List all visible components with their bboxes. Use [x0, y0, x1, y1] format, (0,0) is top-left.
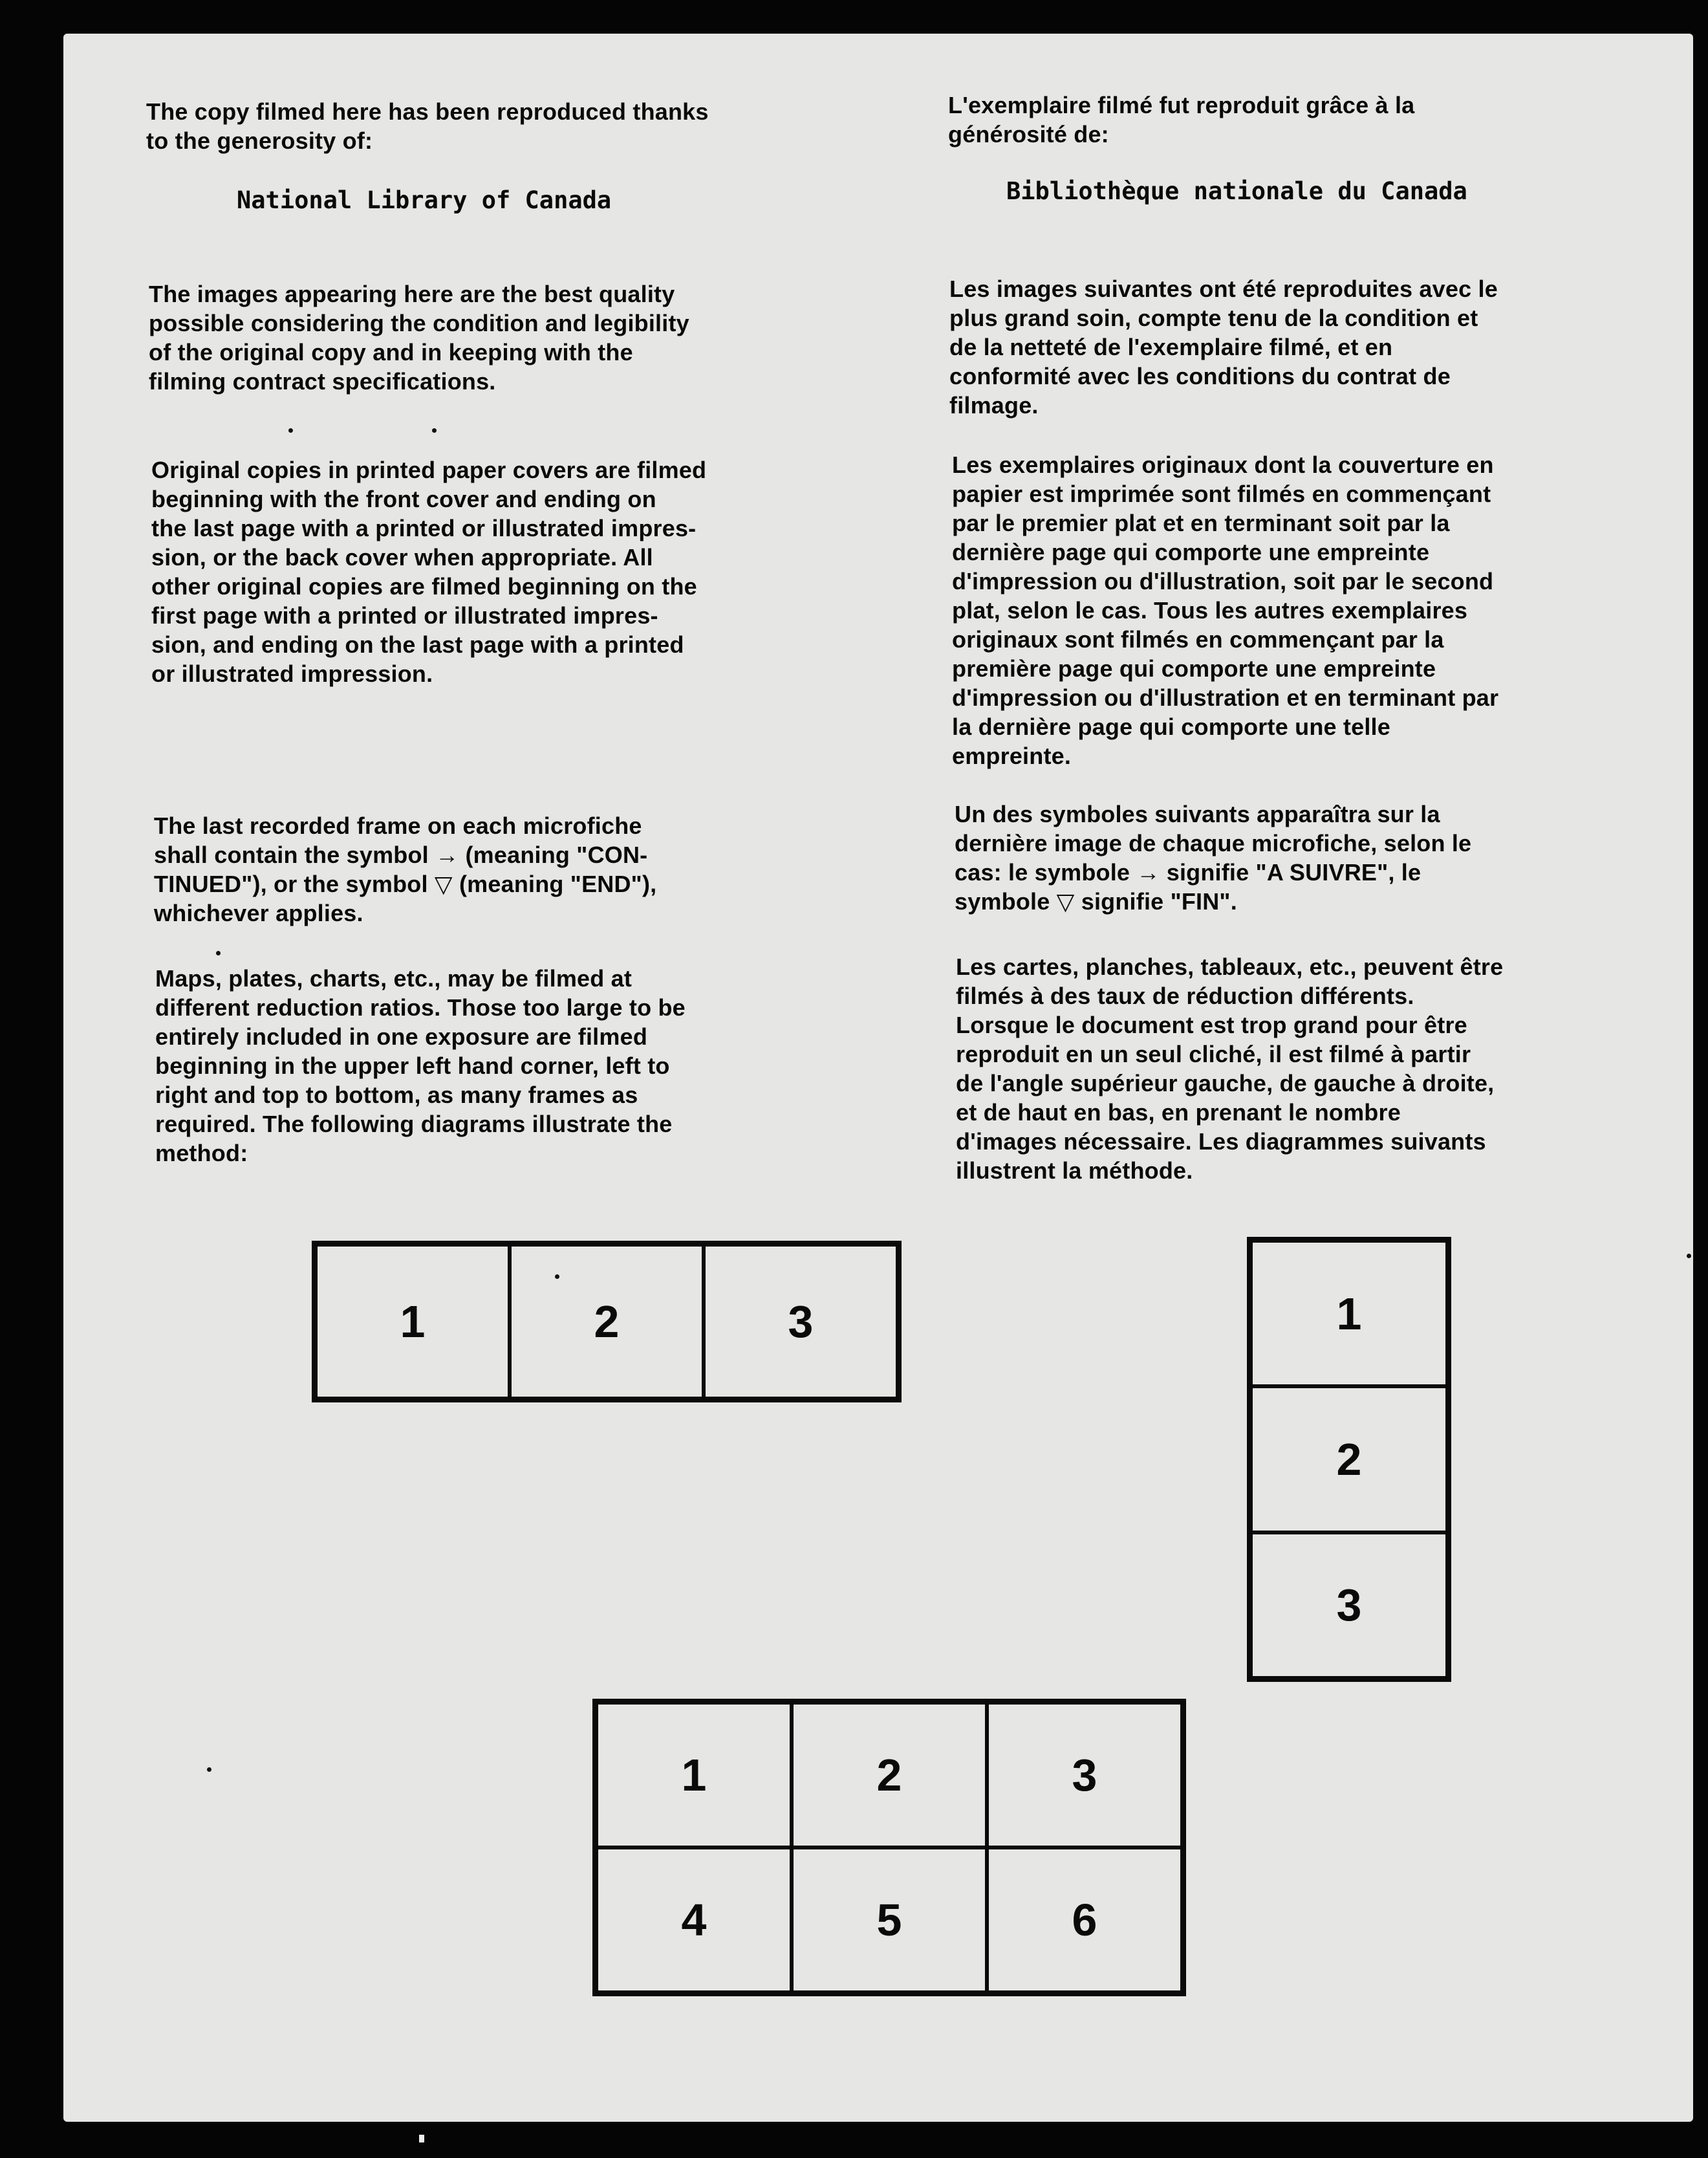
scan-speck: [555, 1274, 559, 1279]
en-symbol-text: The last recorded frame on each microfiche shall contain the symbol → (meaning "CON- TINUED"), or the symbol ▽ (meaning "END"), whichever applies.: [154, 812, 657, 926]
scan-speck: [288, 428, 293, 433]
scan-speck: [1687, 1254, 1691, 1258]
frame-cell: 5: [792, 1847, 987, 1992]
diagram-vertical: [1247, 1237, 1451, 1682]
frame-cell: 2: [792, 1703, 987, 1847]
scan-speck: [432, 428, 437, 433]
scan-speck: [216, 951, 221, 955]
frame-cell: 1: [316, 1245, 510, 1399]
en-maps-text: Maps, plates, charts, etc., may be filmed at different reduction ratios. Those too large to be entirely included in one exposure are filmed beginning in the upper left hand corner, left to right and top to bottom, as many frames as required. The following diagrams illustrate the method:: [155, 965, 686, 1166]
microfiche-target-page: [63, 34, 1693, 2122]
frame-cell: 3: [704, 1245, 898, 1399]
frame-cell: 2: [510, 1245, 704, 1399]
en-intro-text: The copy filmed here has been reproduced thanks to the generosity of:: [146, 98, 709, 154]
fr-covers-text: Les exemplaires originaux dont la couverture en papier est imprimée sont filmés en commençant par le premier plat et en terminant soit par la dernière page qui comporte une empreinte d'impression ou d'illustration, soit par le second plat, selon le cas. Tous les autres exemplaires originaux sont filmés en commençant par la première page qui comporte une empreinte d'impression ou d'illustration et en terminant par la dernière page qui comporte une telle empreinte.: [952, 452, 1499, 769]
en-covers-text: Original copies in printed paper covers are filmed beginning with the front cover and ending on the last page with a printed or illustrated impres- sion, or the back cover when appropriate. All other original copies are filmed beginning on the first page with a printed or illustrated impres- sion, and ending on the last page with a printed or illustrated impression.: [151, 457, 707, 687]
en-quality-text: The images appearing here are the best quality possible considering the condition and legibility of the original copy and in keeping with the filming contract specifications.: [149, 281, 689, 395]
fr-intro-text: L'exemplaire filmé fut reproduit grâce à la générosité de:: [948, 92, 1415, 147]
en-institution-name: National Library of Canada: [237, 186, 612, 214]
scan-speck: [207, 1767, 211, 1772]
frame-cell: 2: [1251, 1386, 1447, 1532]
diagram-grid: [592, 1699, 1186, 1996]
fr-quality-text: Les images suivantes ont été reproduites avec le plus grand soin, compte tenu de la condition et de la netteté de l'exemplaire filmé, et en conformité avec les conditions du contrat de filmage.: [949, 276, 1498, 419]
fr-institution-name: Bibliothèque nationale du Canada: [1006, 177, 1467, 205]
frame-cell: 4: [596, 1847, 792, 1992]
fr-maps-text: Les cartes, planches, tableaux, etc., peuvent être filmés à des taux de réduction différents. Lorsque le document est trop grand pour être reproduit en un seul cliché, il est filmé à partir de l'angle supérieur gauche, de gauche à droite, et de haut en bas, en prenant le nombre d'images nécessaire. Les diagrammes suivants illustrent la méthode.: [956, 954, 1504, 1184]
frame-cell: 1: [596, 1703, 792, 1847]
scan-edge-mark: [419, 2135, 424, 2142]
frame-cell: 3: [987, 1703, 1182, 1847]
fr-symbol-text: Un des symboles suivants apparaîtra sur la dernière image de chaque microfiche, selon le cas: le symbole → signifie "A SUIVRE", le symbole ▽ signifie "FIN".: [955, 801, 1472, 915]
diagram-horizontal: [312, 1241, 902, 1402]
frame-cell: 6: [987, 1847, 1182, 1992]
frame-cell: 3: [1251, 1532, 1447, 1678]
frame-cell: 1: [1251, 1241, 1447, 1386]
